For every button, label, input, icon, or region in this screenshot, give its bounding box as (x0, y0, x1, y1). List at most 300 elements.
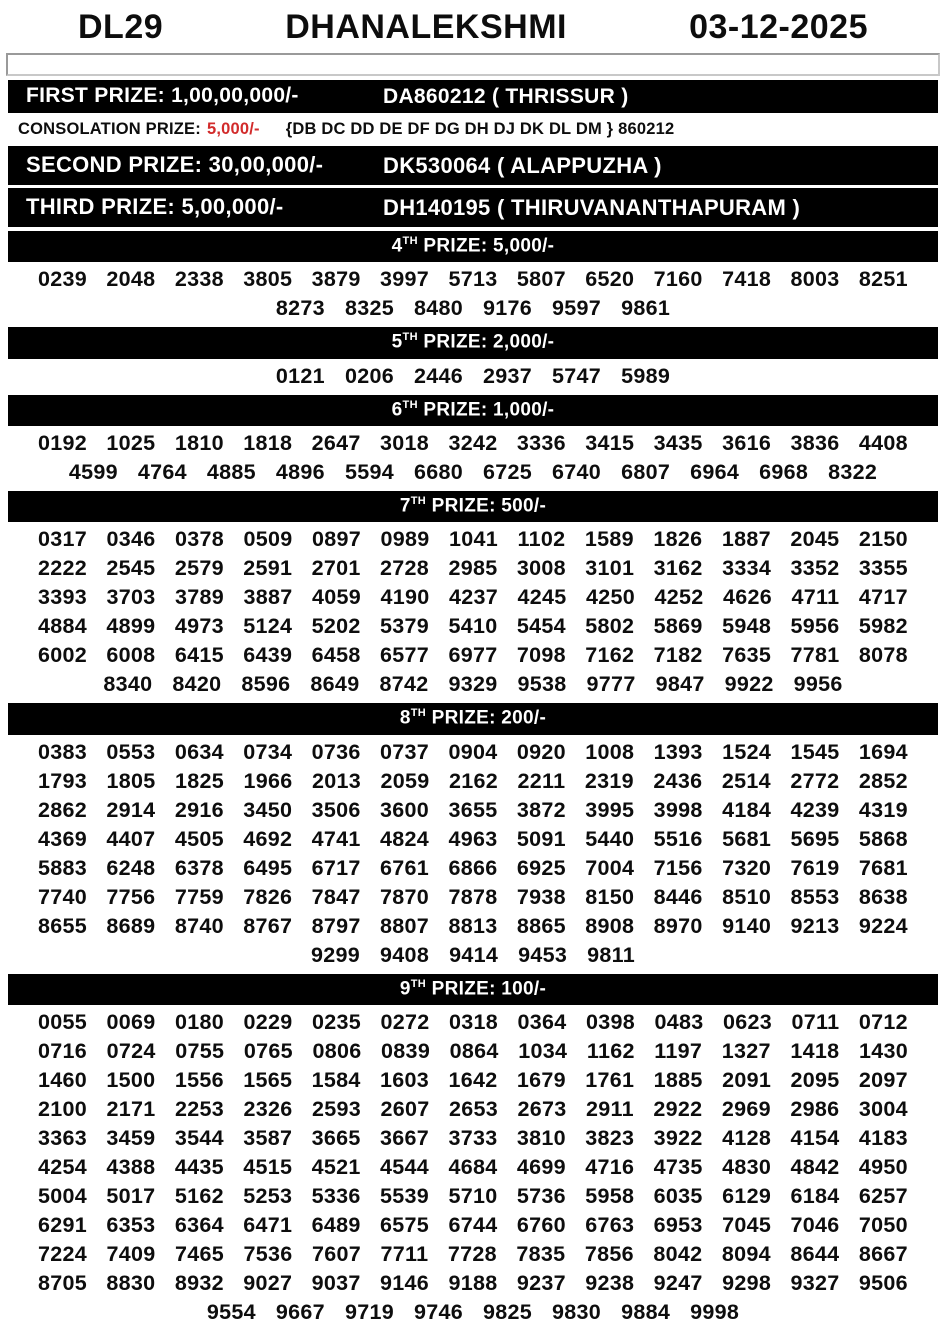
prize-number: 6495 (243, 855, 293, 880)
prize-number: 8553 (790, 884, 840, 909)
prize-number: 3805 (243, 267, 293, 292)
prize-number: 4824 (380, 826, 430, 851)
prize-number: 4515 (243, 1154, 293, 1179)
prize-number: 6575 (380, 1212, 430, 1237)
number-row (0, 1037, 946, 1066)
third-prize-label: THIRD PRIZE: 5,00,000/- (26, 194, 284, 219)
prize-number: 6760 (516, 1212, 566, 1237)
prize-number: 7870 (380, 884, 430, 909)
prize-number: 2607 (380, 1096, 430, 1121)
prize-number: 7847 (311, 884, 361, 909)
prize-number: 9329 (448, 672, 498, 697)
lottery-name: DHANALEKSHMI (285, 8, 567, 46)
prize-number: 2326 (243, 1096, 293, 1121)
prize-number: 1565 (243, 1067, 293, 1092)
prize-number: 9597 (552, 296, 602, 321)
prize-number: 0229 (243, 1009, 293, 1034)
number-row (0, 883, 946, 912)
prize-number: 4252 (654, 585, 704, 610)
prize-number: 1793 (38, 768, 88, 793)
prize-number: 9554 (206, 1299, 256, 1324)
section-title-text: PRIZE: 200/- (426, 707, 547, 729)
prize-number: 2911 (586, 1096, 634, 1121)
prize-number: 2095 (790, 1067, 840, 1092)
prize-number: 4250 (586, 585, 636, 610)
prize-number: 5539 (380, 1183, 430, 1208)
prize-number: 3616 (722, 430, 772, 455)
prize-number: 3665 (311, 1125, 361, 1150)
section-ordinal: 5 (391, 331, 403, 353)
prize-number: 3995 (585, 797, 635, 822)
prize-number: 9414 (449, 942, 499, 967)
consolation-label: CONSOLATION PRIZE: (18, 120, 201, 138)
prize-number: 2916 (174, 797, 224, 822)
section-ordinal: 7 (399, 495, 411, 517)
prize-number: 9176 (483, 296, 533, 321)
second-prize-bar (8, 146, 938, 185)
prize-number: 1966 (243, 768, 293, 793)
prize-number: 6291 (38, 1212, 88, 1237)
prize-number: 0055 (38, 1009, 88, 1034)
prize-number: 6364 (174, 1212, 224, 1237)
prize-number: 2653 (449, 1096, 499, 1121)
prize-number: 2673 (517, 1096, 567, 1121)
prize-number: 9538 (517, 672, 567, 697)
draw-code: DL29 (78, 8, 164, 46)
prize-number: 6968 (759, 459, 809, 484)
prize-section-4th (0, 231, 946, 323)
number-row (0, 1095, 946, 1124)
prize-number: 2728 (380, 556, 430, 581)
prize-number: 2319 (584, 768, 634, 793)
number-row (0, 912, 946, 941)
prize-number: 5594 (344, 459, 394, 484)
prize-number: 7156 (653, 855, 703, 880)
prize-number: 9998 (690, 1299, 740, 1324)
prize-number: 7536 (243, 1241, 293, 1266)
prize-number: 9224 (858, 913, 908, 938)
prize-number: 2045 (790, 527, 840, 552)
prize-number: 0623 (723, 1009, 773, 1034)
prize-number: 8480 (413, 296, 463, 321)
prize-number: 6717 (311, 855, 361, 880)
prize-number: 5681 (722, 826, 772, 851)
prize-number: 7878 (448, 884, 498, 909)
section-title-8th (8, 703, 938, 734)
section-title-6th (8, 395, 938, 426)
lower-prize-sections (0, 231, 946, 1327)
prize-number: 3393 (38, 585, 88, 610)
prize-number: 0734 (243, 739, 293, 764)
prize-number: 4154 (790, 1125, 840, 1150)
prize-number: 3334 (722, 556, 772, 581)
prize-number: 5516 (653, 826, 703, 851)
prize-number: 6520 (585, 267, 635, 292)
consolation-series: {DB DC DD DE DF DG DH DJ DK DL DM } 860212 (285, 120, 675, 138)
prize-number: 2253 (175, 1096, 225, 1121)
prize-number: 6725 (483, 459, 533, 484)
prize-number: 0736 (311, 739, 361, 764)
prize-number: 4245 (517, 585, 567, 610)
prize-number: 0553 (106, 739, 156, 764)
number-row (0, 1298, 946, 1327)
prize-number: 3600 (380, 797, 430, 822)
prize-number: 1885 (653, 1067, 703, 1092)
prize-number: 9237 (516, 1270, 566, 1295)
prize-number: 6415 (174, 643, 224, 668)
number-row (0, 1182, 946, 1211)
prize-number: 4128 (722, 1125, 772, 1150)
section-title-9th (8, 974, 938, 1005)
prize-number: 9247 (653, 1270, 703, 1295)
prize-number: 9298 (722, 1270, 772, 1295)
prize-number: 5440 (585, 826, 635, 851)
prize-number: 9861 (621, 296, 671, 321)
prize-number: 4408 (858, 430, 908, 455)
prize-number: 9777 (586, 672, 636, 697)
prize-section-7th (0, 491, 946, 699)
prize-number: 8865 (516, 913, 566, 938)
prize-number: 1825 (175, 768, 225, 793)
prize-number: 0378 (175, 527, 225, 552)
prize-number: 8667 (858, 1241, 908, 1266)
prize-number: 6458 (311, 643, 361, 668)
prize-number: 6248 (106, 855, 156, 880)
third-prize-bar (8, 188, 938, 227)
prize-number: 0904 (448, 739, 498, 764)
prize-number: 5410 (448, 614, 498, 639)
prize-number: 2048 (106, 267, 156, 292)
number-row (0, 854, 946, 883)
prize-number: 1603 (380, 1067, 430, 1092)
section-ordinal-suffix: TH (402, 235, 418, 247)
prize-number: 1818 (243, 430, 293, 455)
prize-number: 9884 (621, 1299, 671, 1324)
prize-number: 5982 (858, 614, 908, 639)
prize-number: 7418 (722, 267, 772, 292)
prize-number: 4184 (722, 797, 772, 822)
prize-number: 8830 (106, 1270, 156, 1295)
prize-number: 8655 (38, 913, 88, 938)
prize-number: 0483 (654, 1009, 704, 1034)
prize-number: 0864 (449, 1038, 499, 1063)
prize-number: 4885 (206, 459, 256, 484)
draw-date: 03-12-2025 (689, 8, 868, 46)
prize-number: 8932 (174, 1270, 224, 1295)
prize-number: 3101 (585, 556, 635, 581)
prize-number: 1805 (106, 768, 156, 793)
prize-number: 2862 (38, 797, 88, 822)
prize-number: 3655 (448, 797, 498, 822)
prize-number: 9299 (311, 942, 361, 967)
prize-number: 7781 (790, 643, 840, 668)
prize-number: 7826 (243, 884, 293, 909)
prize-number: 0206 (344, 363, 394, 388)
prize-number: 4407 (106, 826, 156, 851)
prize-number: 5454 (516, 614, 566, 639)
prize-number: 4830 (722, 1154, 772, 1179)
prize-number: 5713 (448, 267, 498, 292)
prize-number: 0180 (175, 1009, 225, 1034)
prize-number: 0806 (312, 1038, 362, 1063)
prize-number: 8094 (721, 1241, 771, 1266)
prize-number: 0716 (38, 1038, 88, 1063)
prize-number: 0509 (243, 527, 293, 552)
number-row (0, 294, 946, 323)
prize-number: 1826 (653, 527, 703, 552)
prize-number: 2436 (653, 768, 703, 793)
prize-number: 8740 (174, 913, 224, 938)
prize-number: 4899 (106, 614, 156, 639)
prize-number: 6744 (448, 1212, 498, 1237)
prize-number: 7465 (175, 1241, 225, 1266)
prize-number: 3004 (858, 1096, 908, 1121)
prize-number: 8150 (585, 884, 635, 909)
prize-number: 0724 (106, 1038, 156, 1063)
prize-number: 7046 (790, 1212, 840, 1237)
prize-number: 2446 (413, 363, 463, 388)
prize-number: 3998 (653, 797, 703, 822)
second-prize-label: SECOND PRIZE: 30,00,000/- (26, 152, 324, 177)
prize-number: 4254 (38, 1154, 88, 1179)
section-ordinal: 4 (391, 235, 403, 257)
number-row (0, 458, 946, 487)
prize-number: 6035 (653, 1183, 703, 1208)
prize-number: 1025 (106, 430, 156, 455)
prize-number: 7050 (858, 1212, 908, 1237)
prize-number: 3506 (311, 797, 361, 822)
prize-number: 8807 (380, 913, 430, 938)
prize-number: 2772 (790, 768, 840, 793)
prize-number: 2579 (174, 556, 224, 581)
prize-number: 8078 (858, 643, 908, 668)
prize-number: 5710 (448, 1183, 498, 1208)
prize-number: 1034 (518, 1038, 568, 1063)
prize-number: 8340 (103, 672, 153, 697)
prize-number: 1694 (858, 739, 908, 764)
prize-number: 4764 (137, 459, 187, 484)
prize-number: 8908 (585, 913, 635, 938)
prize-number: 4716 (585, 1154, 635, 1179)
prize-number: 3352 (790, 556, 840, 581)
prize-number: 0712 (858, 1009, 908, 1034)
prize-number: 2852 (858, 768, 908, 793)
prize-number: 6129 (722, 1183, 772, 1208)
third-prize-winner: DH140195 ( THIRUVANANTHAPURAM ) (383, 194, 801, 220)
prize-number: 2922 (653, 1096, 703, 1121)
prize-number: 0069 (106, 1009, 156, 1034)
prize-number: 1887 (721, 527, 771, 552)
section-title-7th (8, 491, 938, 522)
prize-number: 3997 (380, 267, 430, 292)
prize-number: 7740 (38, 884, 88, 909)
prize-number: 5807 (516, 267, 566, 292)
prize-number: 4711 (791, 585, 840, 610)
prize-number: 1041 (449, 527, 499, 552)
prize-number: 3810 (516, 1125, 566, 1150)
prize-number: 8325 (344, 296, 394, 321)
section-title-4th (8, 231, 938, 262)
prize-number: 1545 (790, 739, 840, 764)
prize-number: 3242 (448, 430, 498, 455)
consolation-amount: 5,000/- (206, 120, 260, 138)
prize-number: 0318 (449, 1009, 499, 1034)
prize-number: 9746 (413, 1299, 463, 1324)
prize-number: 0364 (517, 1009, 567, 1034)
number-row (0, 1066, 946, 1095)
prize-number: 0235 (312, 1009, 362, 1034)
prize-number: 5004 (38, 1183, 88, 1208)
prize-number: 7635 (722, 643, 772, 668)
prize-number: 4369 (38, 826, 88, 851)
prize-number: 5802 (585, 614, 635, 639)
prize-number: 6866 (448, 855, 498, 880)
prize-number: 3887 (243, 585, 293, 610)
prize-number: 4684 (448, 1154, 498, 1179)
prize-number: 6489 (311, 1212, 361, 1237)
prize-number: 6378 (174, 855, 224, 880)
prize-number: 0239 (38, 267, 88, 292)
prize-section-8th (0, 703, 946, 969)
prize-number: 3667 (380, 1125, 430, 1150)
first-prize-bar (8, 80, 938, 113)
section-ordinal-suffix: TH (402, 398, 418, 411)
prize-number: 8644 (790, 1241, 840, 1266)
prize-number: 0839 (381, 1038, 431, 1063)
prize-number: 4237 (449, 585, 499, 610)
number-row (0, 612, 946, 641)
search-box-container (6, 53, 940, 76)
prize-number: 2593 (312, 1096, 362, 1121)
prize-number: 8813 (448, 913, 498, 938)
prize-number: 7756 (106, 884, 156, 909)
prize-number: 2985 (448, 556, 498, 581)
prize-number: 2100 (38, 1096, 88, 1121)
prize-number: 9027 (243, 1270, 293, 1295)
prize-number: 5868 (858, 826, 908, 851)
prize-number: 1162 (586, 1038, 635, 1063)
section-ordinal: 9 (399, 977, 411, 999)
prize-number: 0383 (38, 739, 88, 764)
section-title-text: PRIZE: 500/- (426, 495, 547, 517)
prize-number: 0398 (586, 1009, 636, 1034)
page-header (0, 0, 946, 51)
prize-number: 6807 (621, 459, 671, 484)
prize-number: 7681 (858, 855, 908, 880)
prize-number: 8742 (379, 672, 429, 697)
prize-number: 3922 (653, 1125, 703, 1150)
prize-number: 1589 (584, 527, 634, 552)
prize-number: 8689 (106, 913, 156, 938)
prize-number: 9146 (380, 1270, 430, 1295)
prize-number: 9453 (518, 942, 568, 967)
prize-number: 9327 (790, 1270, 840, 1295)
prize-number: 5883 (38, 855, 88, 880)
prize-number: 4884 (38, 614, 88, 639)
number-row (0, 362, 946, 391)
prize-number: 3872 (516, 797, 566, 822)
prize-number: 0634 (174, 739, 224, 764)
prize-number: 1679 (516, 1067, 566, 1092)
prize-number: 5379 (380, 614, 430, 639)
prize-number: 0346 (106, 527, 156, 552)
number-row (0, 1124, 946, 1153)
prize-number: 8273 (275, 296, 325, 321)
search-input[interactable] (6, 53, 940, 76)
prize-number: 9719 (344, 1299, 394, 1324)
prize-number: 0920 (516, 739, 566, 764)
prize-number: 8596 (241, 672, 291, 697)
prize-number: 5336 (311, 1183, 361, 1208)
prize-number: 2514 (721, 768, 771, 793)
prize-number: 6964 (690, 459, 740, 484)
prize-number: 1460 (38, 1067, 88, 1092)
prize-number: 7162 (585, 643, 635, 668)
prize-number: 1197 (654, 1038, 703, 1063)
prize-number: 1102 (517, 527, 566, 552)
prize-number: 3587 (243, 1125, 293, 1150)
prize-number: 1642 (448, 1067, 498, 1092)
prize-number: 0192 (38, 430, 88, 455)
prize-number: 6353 (106, 1212, 156, 1237)
prize-number: 3879 (311, 267, 361, 292)
prize-number: 6761 (380, 855, 430, 880)
number-row (0, 670, 946, 699)
consolation-row (0, 116, 946, 143)
section-ordinal: 6 (391, 398, 403, 420)
number-row (0, 1211, 946, 1240)
section-title-text: PRIZE: 1,000/- (417, 398, 555, 420)
prize-number: 4741 (311, 826, 361, 851)
prize-number: 7835 (516, 1241, 566, 1266)
prize-number: 7759 (174, 884, 224, 909)
number-row (0, 525, 946, 554)
number-row (0, 738, 946, 767)
prize-number: 1430 (858, 1038, 908, 1063)
number-row (0, 641, 946, 670)
prize-number: 2013 (312, 768, 362, 793)
first-prize-winner: DA860212 ( THRISSUR ) (383, 84, 629, 108)
prize-number: 0121 (275, 363, 325, 388)
prize-number: 2097 (858, 1067, 908, 1092)
prize-number: 9213 (790, 913, 840, 938)
prize-number: 2591 (243, 556, 293, 581)
prize-number: 4717 (858, 585, 908, 610)
prize-number: 5017 (106, 1183, 156, 1208)
prize-number: 9956 (793, 672, 843, 697)
number-row (0, 941, 946, 970)
prize-number: 4692 (243, 826, 293, 851)
prize-number: 9188 (448, 1270, 498, 1295)
prize-number: 3363 (38, 1125, 88, 1150)
prize-number: 4521 (311, 1154, 361, 1179)
prize-number: 7004 (585, 855, 635, 880)
prize-section-6th (0, 395, 946, 487)
prize-number: 6977 (448, 643, 498, 668)
prize-number: 0272 (380, 1009, 430, 1034)
prize-number: 9922 (724, 672, 774, 697)
section-title-5th (8, 327, 938, 358)
prize-number: 7856 (584, 1241, 634, 1266)
prize-number: 5747 (552, 363, 602, 388)
prize-number: 4435 (174, 1154, 224, 1179)
prize-number: 8420 (172, 672, 222, 697)
prize-number: 6577 (380, 643, 430, 668)
prize-number: 8705 (38, 1270, 88, 1295)
prize-number: 8322 (828, 459, 878, 484)
prize-number: 4626 (723, 585, 773, 610)
prize-number: 4842 (790, 1154, 840, 1179)
